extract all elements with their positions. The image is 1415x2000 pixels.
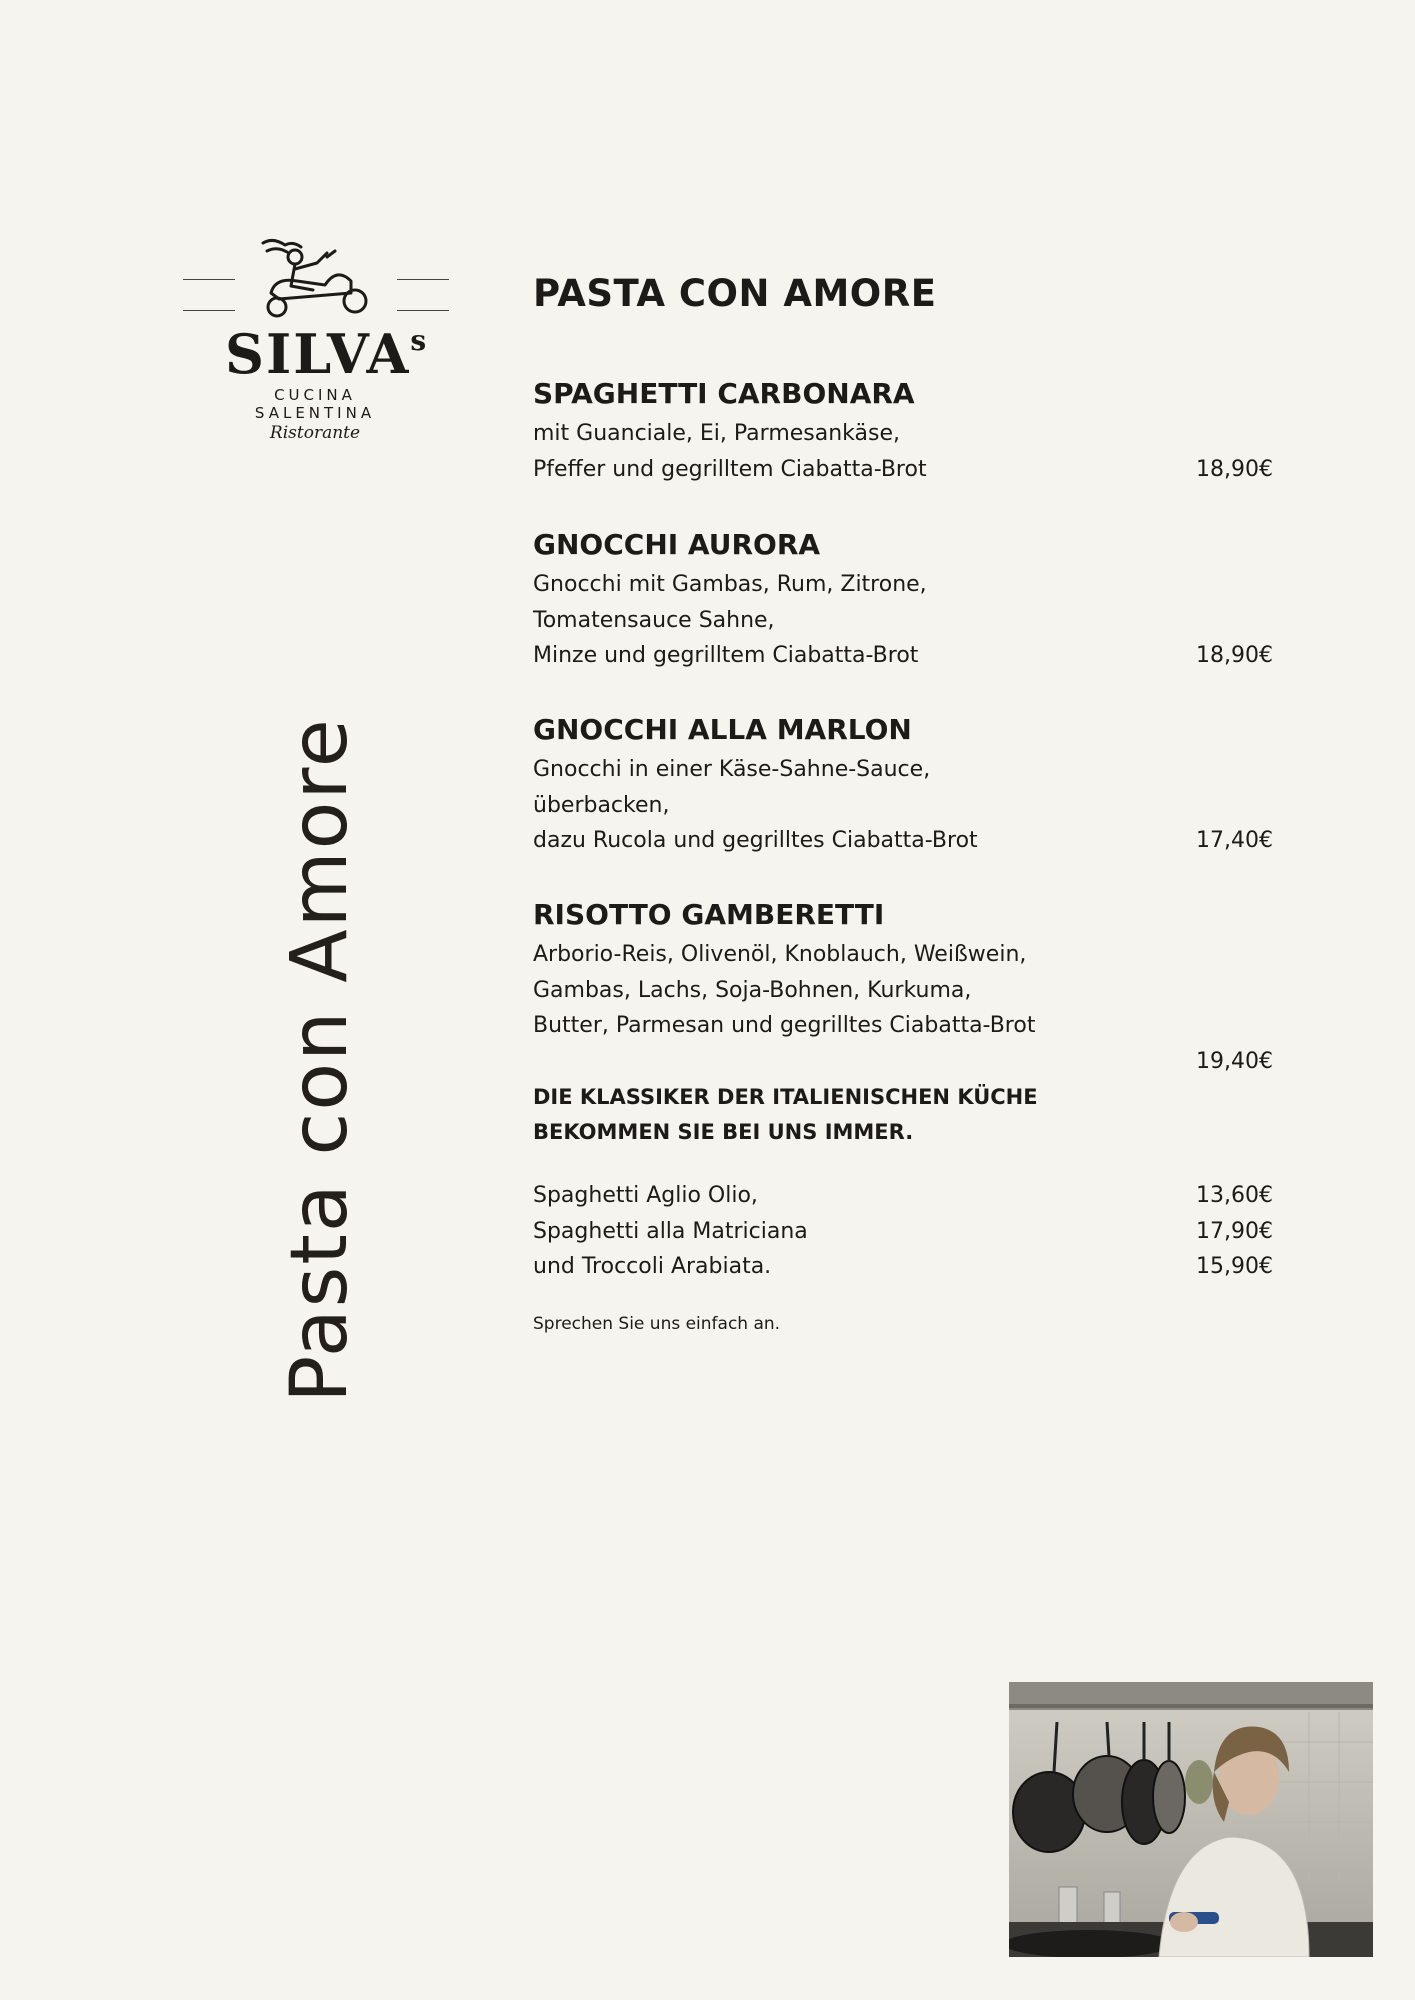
vespa-rider-icon bbox=[255, 235, 375, 327]
classic-price: 17,90€ bbox=[1196, 1218, 1273, 1244]
dish-description: dazu Rucola und gegrilltes Ciabatta-Brot bbox=[533, 828, 978, 853]
logo-ristorante: Ristorante bbox=[269, 423, 361, 443]
dish-description: Arborio-Reis, Olivenöl, Knoblauch, Weißwein, bbox=[533, 942, 1027, 967]
list-item bbox=[533, 1178, 1273, 1214]
classics-note bbox=[533, 1080, 1038, 1150]
classic-name: Spaghetti Aglio Olio, bbox=[533, 1183, 758, 1208]
vertical-section-title: Pasta con Amore bbox=[275, 717, 365, 1403]
dish-name: GNOCCHI AURORA bbox=[533, 528, 821, 561]
menu-content bbox=[533, 0, 1273, 1400]
menu-item bbox=[533, 527, 1273, 674]
classic-name: Spaghetti alla Matriciana bbox=[533, 1218, 808, 1244]
dish-description: mit Guanciale, Ei, Parmesankäse, bbox=[533, 421, 900, 446]
dish-price: 19,40€ bbox=[1196, 1048, 1273, 1074]
restaurant-logo bbox=[180, 230, 450, 450]
list-item bbox=[533, 1249, 1273, 1285]
list-item bbox=[533, 1214, 1273, 1250]
logo-divider bbox=[183, 279, 235, 280]
logo-salentina: SALENTINA bbox=[254, 404, 376, 422]
dish-description: Minze und gegrilltem Ciabatta-Brot bbox=[533, 643, 919, 668]
dish-name: RISOTTO GAMBERETTI bbox=[533, 898, 885, 931]
dish-description: Butter, Parmesan und gegrilltes Ciabatta-Brot bbox=[533, 1013, 1036, 1038]
classic-name: und Troccoli Arabiata. bbox=[533, 1254, 772, 1279]
menu-item bbox=[533, 897, 1273, 1079]
dish-description: Gnocchi in einer Käse-Sahne-Sauce, bbox=[533, 757, 931, 782]
dish-price: 18,90€ bbox=[1196, 643, 1273, 668]
logo-divider bbox=[397, 279, 449, 280]
dish-price: 17,40€ bbox=[1196, 828, 1273, 853]
dish-description: überbacken, bbox=[533, 792, 670, 818]
dish-description: Gambas, Lachs, Soja-Bohnen, Kurkuma, bbox=[533, 977, 972, 1003]
menu-item bbox=[533, 712, 1273, 859]
dish-name: SPAGHETTI CARBONARA bbox=[533, 377, 915, 410]
classic-price: 15,90€ bbox=[1196, 1254, 1273, 1279]
logo-divider bbox=[397, 310, 449, 311]
dish-name: GNOCCHI ALLA MARLON bbox=[533, 713, 912, 746]
footnote: Sprechen Sie uns einfach an. bbox=[533, 1314, 781, 1334]
classics-list bbox=[533, 1178, 1273, 1285]
dish-description: Tomatensauce Sahne, bbox=[533, 607, 775, 633]
page-title: PASTA CON AMORE bbox=[533, 272, 937, 315]
classics-note-line: BEKOMMEN SIE BEI UNS IMMER. bbox=[533, 1120, 914, 1144]
dish-price: 18,90€ bbox=[1196, 456, 1273, 482]
logo-divider bbox=[183, 310, 235, 311]
logo-cucina: CUCINA bbox=[274, 386, 356, 404]
classic-price: 13,60€ bbox=[1196, 1183, 1273, 1208]
logo-brand: SILVA$^s$ bbox=[225, 322, 429, 386]
menu-item bbox=[533, 376, 1273, 487]
classics-note-line: DIE KLASSIKER DER ITALIENISCHEN KÜCHE bbox=[533, 1085, 1038, 1109]
dish-description: Pfeffer und gegrilltem Ciabatta-Brot bbox=[533, 456, 927, 482]
chef-photo bbox=[1009, 1682, 1373, 1957]
dish-description: Gnocchi mit Gambas, Rum, Zitrone, bbox=[533, 572, 927, 597]
